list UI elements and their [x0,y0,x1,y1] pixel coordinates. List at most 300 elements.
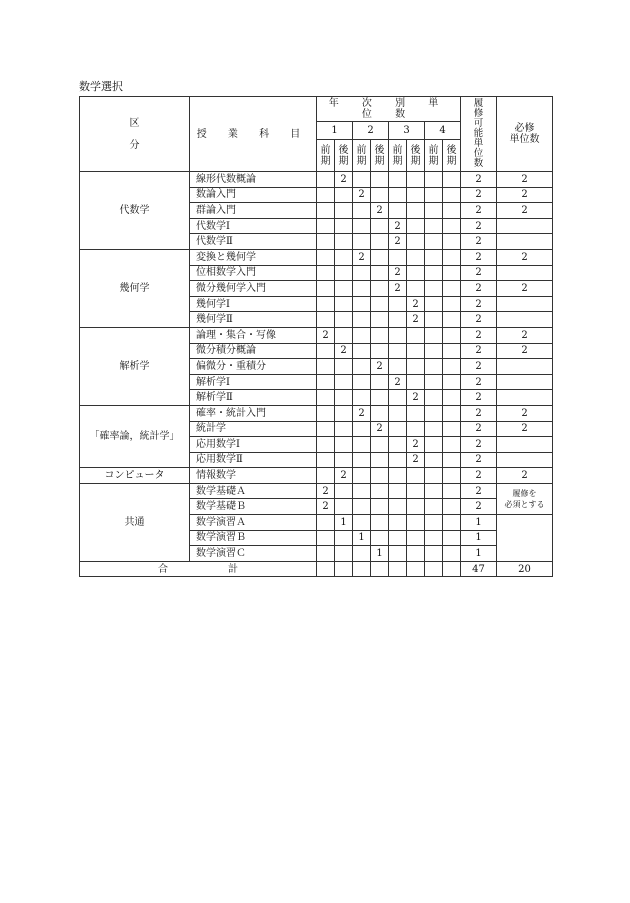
unit-cell [371,327,389,343]
unit-cell [317,265,335,281]
unit-cell [407,483,425,499]
required-units-cell: 2 [497,405,553,421]
unit-cell [443,437,461,453]
unit-cell [353,561,371,577]
unit-cell [353,437,371,453]
year-2-header: 2 [353,122,389,140]
unit-cell [389,405,407,421]
unit-cell [317,296,335,312]
unit-cell [335,452,353,468]
unit-cell [389,515,407,531]
unit-cell [317,452,335,468]
unit-cell [407,546,425,562]
unit-cell [389,483,407,499]
unit-cell [335,374,353,390]
unit-cell [389,187,407,203]
unit-cell [353,327,371,343]
unit-cell [353,421,371,437]
unit-cell [353,483,371,499]
category-cell: 解析学 [80,327,190,405]
required-units-cell [497,296,553,312]
unit-cell [407,203,425,219]
unit-cell [335,249,353,265]
unit-cell: 2 [371,359,389,375]
unit-cell: 2 [353,249,371,265]
unit-cell [371,234,389,250]
unit-cell [443,249,461,265]
unit-cell [425,561,443,577]
unit-cell [371,218,389,234]
unit-cell [371,561,389,577]
subject-cell: 数論入門 [190,187,317,203]
available-units-cell: 2 [461,281,497,297]
unit-cell [425,483,443,499]
unit-cell [443,405,461,421]
required-units-cell: 2 [497,468,553,484]
subject-cell: 数学演習Ｂ [190,530,317,546]
subject-cell: 応用数学Ⅰ [190,437,317,453]
unit-cell [335,265,353,281]
required-units-header: 必修 単位数 [497,97,553,172]
total-available-units: 47 [461,561,497,577]
subject-cell: 論理・集合・写像 [190,327,317,343]
unit-cell [389,172,407,188]
unit-cell [317,281,335,297]
required-units-cell [497,390,553,406]
subject-cell: 統計学 [190,421,317,437]
unit-cell [317,172,335,188]
unit-cell [443,265,461,281]
unit-cell [371,515,389,531]
unit-cell [335,187,353,203]
unit-cell [389,421,407,437]
unit-cell [371,343,389,359]
subject-cell: 数学演習Ａ [190,515,317,531]
semester-header-y3-first: 前 期 [389,140,407,172]
unit-cell [389,343,407,359]
unit-cell [335,359,353,375]
unit-cell [407,281,425,297]
unit-cell [371,452,389,468]
unit-cell [389,499,407,515]
unit-cell [425,187,443,203]
unit-cell [443,499,461,515]
unit-cell [443,359,461,375]
unit-cell: 2 [407,437,425,453]
available-units-cell: 2 [461,172,497,188]
unit-cell [407,468,425,484]
unit-cell [317,437,335,453]
unit-cell [425,530,443,546]
unit-cell [407,343,425,359]
unit-cell [335,530,353,546]
unit-cell: 2 [353,405,371,421]
unit-cell [335,203,353,219]
unit-cell [443,281,461,297]
unit-cell [371,437,389,453]
unit-cell [443,203,461,219]
unit-cell [317,468,335,484]
unit-cell: 2 [371,421,389,437]
unit-cell [317,421,335,437]
required-units-cell: 2 [497,343,553,359]
subject-cell: 応用数学Ⅱ [190,452,317,468]
unit-cell [425,546,443,562]
unit-cell [425,343,443,359]
category-cell: 「確率論，統計学」 [80,405,190,467]
unit-cell [353,296,371,312]
unit-cell [425,172,443,188]
subject-cell: 微分幾何学入門 [190,281,317,297]
unit-cell [389,437,407,453]
unit-cell [335,561,353,577]
available-units-cell: 2 [461,405,497,421]
unit-cell [425,499,443,515]
unit-cell [389,203,407,219]
required-units-cell [497,265,553,281]
unit-cell [407,421,425,437]
available-units-cell: 2 [461,359,497,375]
unit-cell [371,374,389,390]
table-row [80,468,553,484]
unit-cell [407,234,425,250]
unit-cell [425,312,443,328]
available-units-cell: 2 [461,327,497,343]
unit-cell [425,515,443,531]
unit-cell: 2 [407,312,425,328]
unit-cell [335,327,353,343]
curriculum-table [79,96,553,577]
unit-cell [353,218,371,234]
unit-cell [371,405,389,421]
unit-cell [407,218,425,234]
required-units-cell [497,234,553,250]
unit-cell [371,390,389,406]
unit-cell [407,499,425,515]
unit-cell [317,234,335,250]
unit-cell [425,281,443,297]
unit-cell [407,187,425,203]
unit-cell [407,249,425,265]
available-units-cell: 2 [461,187,497,203]
available-units-cell: 2 [461,390,497,406]
category-header-line-1: 区 [129,117,140,129]
unit-cell [425,421,443,437]
unit-cell [443,515,461,531]
available-units-cell: 2 [461,499,497,515]
semester-header-y1-first: 前 期 [317,140,335,172]
unit-cell: 2 [407,296,425,312]
available-units-cell: 2 [461,483,497,499]
unit-cell [425,218,443,234]
subject-cell: 幾何学Ⅰ [190,296,317,312]
total-label: 合 計 [80,561,317,577]
subject-header: 授 業 科 目 [190,97,317,172]
unit-cell [407,530,425,546]
unit-cell [317,515,335,531]
available-units-cell: 2 [461,312,497,328]
unit-cell [443,218,461,234]
required-units-cell [497,515,553,562]
unit-cell [335,234,353,250]
unit-cell [443,234,461,250]
unit-cell: 1 [353,530,371,546]
unit-cell [317,359,335,375]
category-cell: コンピュータ [80,468,190,484]
unit-cell [407,405,425,421]
semester-header-y4-second: 後 期 [443,140,461,172]
required-units-cell [497,359,553,375]
required-units-cell: 2 [497,327,553,343]
available-units-cell: 2 [461,437,497,453]
unit-cell: 2 [353,187,371,203]
unit-cell: 2 [317,327,335,343]
unit-cell [353,312,371,328]
unit-cell [353,359,371,375]
required-units-cell [497,374,553,390]
unit-cell [407,561,425,577]
unit-cell [425,265,443,281]
unit-cell [335,421,353,437]
unit-cell [443,561,461,577]
unit-cell [425,234,443,250]
table-row [80,249,553,265]
available-units-cell: 2 [461,234,497,250]
unit-cell [389,546,407,562]
unit-cell [443,546,461,562]
unit-cell [353,172,371,188]
unit-cell [353,281,371,297]
unit-cell [389,312,407,328]
year-1-header: 1 [317,122,353,140]
category-cell: 共通 [80,483,190,561]
unit-cell [443,452,461,468]
unit-cell [425,374,443,390]
unit-cell [353,374,371,390]
available-units-header [461,97,497,172]
unit-cell [335,405,353,421]
unit-cell [317,374,335,390]
unit-cell [389,249,407,265]
category-cell: 代数学 [80,172,190,250]
unit-cell [335,296,353,312]
unit-cell [353,265,371,281]
year-4-header: 4 [425,122,461,140]
required-units-cell: 2 [497,172,553,188]
category-header-line-2: 分 [129,139,140,151]
subject-cell: 数学基礎Ａ [190,483,317,499]
semester-header-y1-second: 後 期 [335,140,353,172]
available-units-cell: 2 [461,296,497,312]
unit-cell [371,468,389,484]
available-units-cell: 2 [461,343,497,359]
unit-cell [371,530,389,546]
unit-cell [317,390,335,406]
unit-cell [389,468,407,484]
available-units-cell: 2 [461,249,497,265]
available-units-cell: 1 [461,515,497,531]
unit-cell [335,312,353,328]
subject-cell: 代数学Ⅰ [190,218,317,234]
unit-cell [371,499,389,515]
semester-header-y2-second: 後 期 [371,140,389,172]
unit-cell [317,561,335,577]
unit-cell [407,359,425,375]
subject-cell: 変換と幾何学 [190,249,317,265]
unit-cell [389,327,407,343]
unit-cell [407,327,425,343]
unit-cell [335,546,353,562]
subject-cell: 確率・統計入門 [190,405,317,421]
available-units-cell: 2 [461,203,497,219]
unit-cell [443,187,461,203]
document-title: 数学選択 [79,80,123,93]
unit-cell [407,374,425,390]
required-units-cell [497,437,553,453]
unit-cell [443,327,461,343]
unit-cell [317,343,335,359]
unit-cell [335,437,353,453]
unit-cell [371,281,389,297]
unit-cell [317,218,335,234]
unit-cell [425,296,443,312]
unit-cell: 1 [371,546,389,562]
unit-cell [371,483,389,499]
unit-cell [353,546,371,562]
unit-cell [443,421,461,437]
subject-cell: 位相数学入門 [190,265,317,281]
subject-cell: 解析学Ⅱ [190,390,317,406]
subject-cell: 数学基礎Ｂ [190,499,317,515]
unit-cell [317,203,335,219]
unit-cell [443,390,461,406]
unit-cell [425,203,443,219]
unit-cell [371,312,389,328]
unit-cell [353,468,371,484]
unit-cell [371,187,389,203]
unit-cell [443,374,461,390]
subject-cell: 幾何学Ⅱ [190,312,317,328]
unit-cell [443,343,461,359]
total-required-units: 20 [497,561,553,577]
unit-cell: 2 [389,218,407,234]
table-row [80,172,553,188]
unit-cell [335,483,353,499]
unit-cell: 2 [389,265,407,281]
unit-cell: 2 [335,172,353,188]
unit-cell [425,468,443,484]
required-units-cell: 2 [497,249,553,265]
unit-cell [353,343,371,359]
unit-cell [317,312,335,328]
subject-cell: 偏微分・重積分 [190,359,317,375]
unit-cell [353,390,371,406]
required-note-cell: 履修を 必須とする [497,483,553,514]
available-units-cell: 2 [461,265,497,281]
unit-cell [425,249,443,265]
subject-cell: 代数学Ⅱ [190,234,317,250]
unit-cell [389,452,407,468]
unit-cell: 2 [389,281,407,297]
available-units-cell: 1 [461,546,497,562]
unit-cell [335,499,353,515]
unit-cell [389,359,407,375]
subject-cell: 線形代数概論 [190,172,317,188]
required-units-cell [497,312,553,328]
unit-cell [353,234,371,250]
unit-cell: 2 [335,468,353,484]
available-units-cell: 1 [461,530,497,546]
unit-cell [443,172,461,188]
required-units-cell: 2 [497,187,553,203]
subject-cell: 情報数学 [190,468,317,484]
unit-cell [407,515,425,531]
subject-cell: 群論入門 [190,203,317,219]
unit-cell: 2 [317,499,335,515]
unit-cell [317,187,335,203]
unit-cell [335,390,353,406]
unit-cell [353,515,371,531]
table-row [80,327,553,343]
unit-cell [443,530,461,546]
subject-cell: 解析学Ⅰ [190,374,317,390]
unit-cell [389,296,407,312]
unit-cell [317,249,335,265]
unit-cell: 2 [407,390,425,406]
table-row [80,483,553,499]
subject-cell: 数学演習Ｃ [190,546,317,562]
unit-cell [389,390,407,406]
table-body [80,172,553,577]
unit-cell [335,281,353,297]
semester-header-y4-first: 前 期 [425,140,443,172]
unit-cell: 2 [389,374,407,390]
unit-cell [407,172,425,188]
table-header [80,97,553,172]
available-units-chars: 履 修 可 能 単 位 数 [473,98,484,169]
available-units-cell: 2 [461,421,497,437]
unit-cell [353,499,371,515]
unit-cell [371,265,389,281]
unit-cell [443,312,461,328]
unit-cell [443,483,461,499]
unit-cell [443,468,461,484]
available-units-cell: 2 [461,218,497,234]
unit-cell: 2 [371,203,389,219]
year-units-header: 年 次 別 単 位 数 [317,97,461,122]
available-units-cell: 2 [461,452,497,468]
year-3-header: 3 [389,122,425,140]
semester-header-y3-second: 後 期 [407,140,425,172]
available-units-cell: 2 [461,468,497,484]
unit-cell [317,546,335,562]
unit-cell [425,452,443,468]
unit-cell [371,296,389,312]
unit-cell [443,296,461,312]
required-units-cell [497,218,553,234]
unit-cell [425,390,443,406]
unit-cell [317,405,335,421]
table-row [80,405,553,421]
semester-header-y2-first: 前 期 [353,140,371,172]
unit-cell [335,218,353,234]
unit-cell [407,265,425,281]
unit-cell: 2 [407,452,425,468]
unit-cell [425,327,443,343]
required-units-cell: 2 [497,203,553,219]
unit-cell [317,530,335,546]
unit-cell [389,530,407,546]
